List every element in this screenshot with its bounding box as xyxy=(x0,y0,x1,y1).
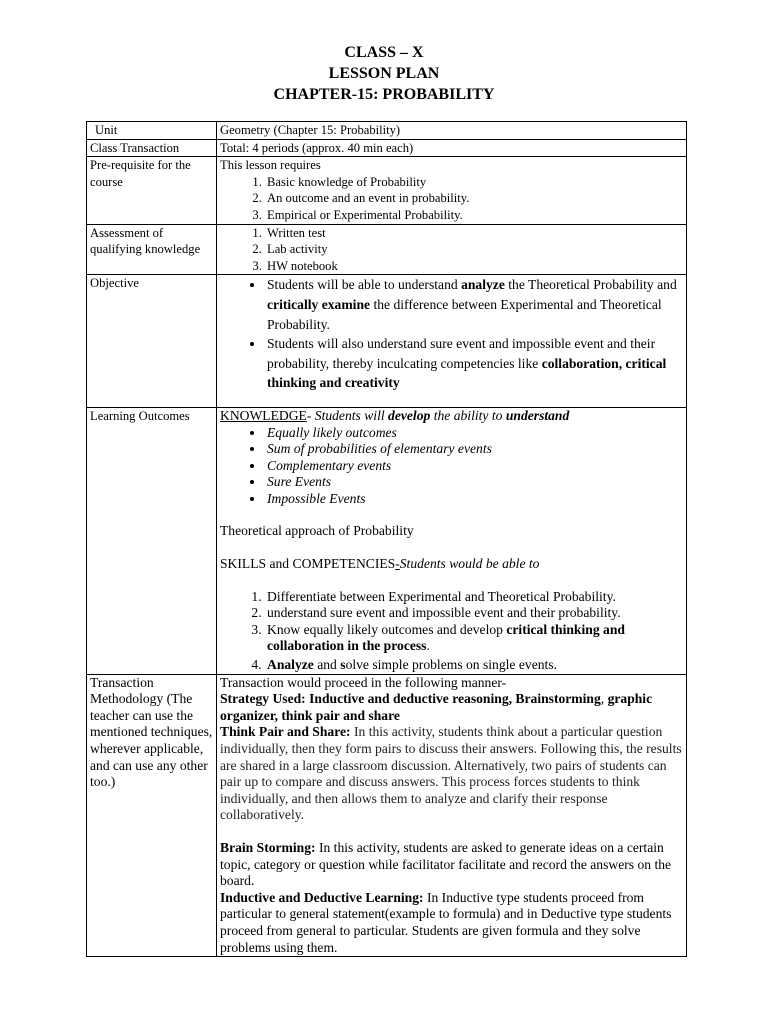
methodology-intro: Transaction would proceed in the following manner- xyxy=(220,674,507,690)
prerequisite-label: Pre-requisite for the course xyxy=(87,157,217,224)
prerequisite-intro: This lesson requires xyxy=(220,158,321,173)
list-item: • Complementary events xyxy=(265,458,683,475)
knowledge-emphasis: develop xyxy=(388,407,431,423)
strategy-text: Strategy Used: Inductive and deductive reasoning, Brainstorming xyxy=(220,691,601,707)
strategy-separator: , xyxy=(600,691,608,707)
methodology-cell xyxy=(217,674,687,957)
skill-emphasis: critical thinking and collaboration in the process xyxy=(267,621,625,654)
learning-outcomes-cell xyxy=(217,407,687,674)
unit-row xyxy=(87,122,687,140)
list-item: • Impossible Events xyxy=(265,491,683,508)
prerequisite-row xyxy=(87,157,687,224)
list-item: 2. Lab activity xyxy=(265,241,683,258)
skill-text: Know equally likely outcomes and develop xyxy=(267,621,507,637)
lesson-plan-table xyxy=(86,121,687,957)
knowledge-topics xyxy=(220,425,683,508)
assessment-cell xyxy=(217,224,687,275)
list-item: 1. Basic knowledge of Probability xyxy=(265,174,683,191)
prerequisite-cell xyxy=(217,157,687,224)
skill-text: . xyxy=(426,638,430,654)
objective-text: the Theoretical Probability and xyxy=(504,277,677,293)
methodology-row xyxy=(87,674,687,957)
brain-storming xyxy=(220,840,683,890)
list-item: 2. understand sure event and impossible event and their probability. xyxy=(265,605,683,622)
strategy-line xyxy=(220,691,683,724)
prerequisite-list xyxy=(220,174,683,224)
chapter-heading: CHAPTER-15: PROBABILITY xyxy=(273,86,495,103)
list-item xyxy=(265,334,683,393)
skill-emphasis: s xyxy=(340,657,346,673)
inductive-deductive-text: In Inductive type students proceed from particular to general statement(example to formula) and in Deductive type students proceed from general to particular. Students are given formula and they solve problems using them. xyxy=(220,889,672,955)
objective-text: Students will be able to understand xyxy=(267,277,462,293)
knowledge-label: KNOWLEDGE xyxy=(220,407,307,423)
methodology-label: Transaction Methodology (The teacher can use the mentioned techniques, wherever applicable, and can use any other too.) xyxy=(87,674,217,957)
list-item: 3. Empirical or Experimental Probability. xyxy=(265,207,683,224)
brain-storming-text: In this activity, students are asked to generate ideas on a certain topic, category or question while facilitator facilitate and record the answers on the board. xyxy=(220,839,672,889)
knowledge-text: the ability to xyxy=(430,407,506,423)
class-transaction-row xyxy=(87,139,687,157)
learning-outcomes-label: Learning Outcomes xyxy=(87,407,217,674)
assessment-label: Assessment of qualifying knowledge xyxy=(87,224,217,275)
objective-label: Objective xyxy=(87,275,217,408)
class-transaction-value: Total: 4 periods (approx. 40 min each) xyxy=(217,139,687,157)
skill-text: and xyxy=(313,657,341,673)
objective-text: the difference between Experimental and Theoretical Probability. xyxy=(267,296,662,332)
list-item: 1. Differentiate between Experimental and Theoretical Probability. xyxy=(265,589,683,606)
brain-storming-title: Brain Storming: xyxy=(220,839,316,855)
skill-emphasis: Analyze xyxy=(267,657,314,673)
lesson-plan-heading: LESSON PLAN xyxy=(328,65,440,82)
think-pair-share-title: Think Pair and Share: xyxy=(220,724,351,740)
objective-emphasis: analyze xyxy=(461,277,505,293)
objective-emphasis: collaboration, critical thinking and creativity xyxy=(267,355,667,391)
think-pair-share xyxy=(220,724,683,824)
list-item: 2. An outcome and an event in probability. xyxy=(265,190,683,207)
skills-line xyxy=(220,556,683,573)
list-item: • Sum of probabilities of elementary events xyxy=(265,441,683,458)
knowledge-line xyxy=(220,408,683,425)
skills-label: SKILLS and COMPETENCIES xyxy=(220,556,396,572)
objective-emphasis: critically examine xyxy=(267,296,371,312)
skill-text: olve simple problems on single events. xyxy=(345,657,557,673)
strategy-text: graphic organizer, think pair and share xyxy=(220,691,653,723)
class-heading: CLASS – X xyxy=(344,44,424,61)
learning-outcomes-row xyxy=(87,407,687,674)
objective-row xyxy=(87,275,687,408)
skills-text: Students would be able to xyxy=(399,556,540,572)
inductive-deductive xyxy=(220,890,683,956)
unit-label-text: Unit xyxy=(95,123,118,137)
unit-label xyxy=(87,122,217,140)
list-item: • Sure Events xyxy=(265,474,683,491)
objective-list xyxy=(220,275,683,393)
objective-cell xyxy=(217,275,687,408)
knowledge-emphasis: understand xyxy=(505,407,570,423)
list-item xyxy=(265,622,683,655)
inductive-deductive-title: Inductive and Deductive Learning: xyxy=(220,889,424,905)
list-item: • Equally likely outcomes xyxy=(265,425,683,442)
theoretical-approach: Theoretical approach of Probability xyxy=(220,523,414,539)
think-pair-share-text: In this activity, students think about a particular question individually, then they form pairs to discuss their answers. Following this, the results are shared in a large classroom discussion. Alternatively, two pairs of students can pair up to compare and discuss answers. This process forces students to think individually, and then allows them to analyze and clarify their response collaboratively. xyxy=(220,724,682,823)
skills-dash: - xyxy=(395,556,400,572)
list-item xyxy=(265,275,683,334)
list-item xyxy=(265,657,683,674)
knowledge-dash: - xyxy=(306,407,315,423)
skills-list xyxy=(220,589,683,674)
assessment-row xyxy=(87,224,687,275)
knowledge-text: Students will xyxy=(314,407,389,423)
list-item: 3. HW notebook xyxy=(265,258,683,275)
objective-text: Students will also understand sure event and impossible event and their probability, thereby inculcating competencies like xyxy=(267,336,656,371)
class-transaction-label: Class Transaction xyxy=(87,139,217,157)
list-item: 1. Written test xyxy=(265,225,683,242)
assessment-list xyxy=(220,225,683,275)
unit-value: Geometry (Chapter 15: Probability) xyxy=(217,122,687,140)
